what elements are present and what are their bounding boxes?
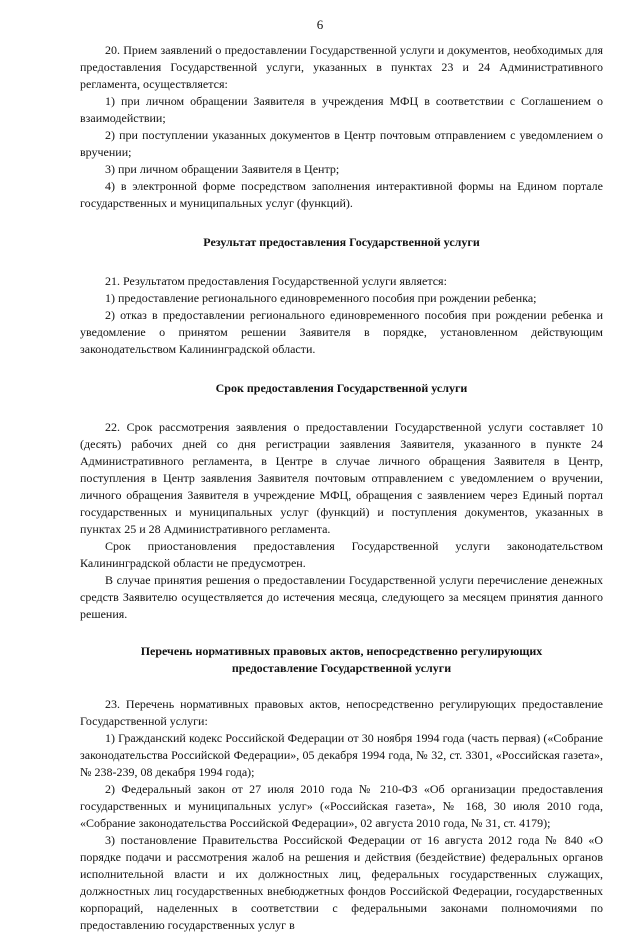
- paragraph-22-suspension: Срок приостановления предоставления Государственной услуги законодательством Калининградской области не предусмотрен.: [80, 539, 603, 570]
- paragraph-22-transfer: В случае принятия решения о предоставлении Государственной услуги перечисление денежных средств Заявителю осуществляется до истечения месяца, следующего за месяцем принятия данного решения.: [80, 573, 603, 621]
- paragraph-23-item-2: 2) Федеральный закон от 27 июля 2010 года № 210-ФЗ «Об организации предоставления государственных и муниципальных услуг» («Российская газета», № 168, 30 июля 2010 года, «Собрание законодательства Российской Федерации», 02 августа 2010 года, № 31, ст. 4179);: [80, 782, 603, 830]
- paragraph-21-item-1: 1) предоставление регионального единовременного пособия при рождении ребенка;: [105, 291, 537, 305]
- paragraph-20-item-2: 2) при поступлении указанных документов в Центр почтовым отправлением с уведомлением о вручении;: [80, 128, 603, 159]
- paragraph-23-item-3: 3) постановление Правительства Российской Федерации от 16 августа 2012 года № 840 «О порядке подачи и рассмотрения жалоб на решения и действия (бездействие) федеральных органов исполнительной власти и их должностных лиц, федеральных государственных служащих, должностных лиц государственных внебюджетных фондов Российской Федерации, государственных корпораций, наделенных в соответствии с федеральными законами полномочиями по предоставлению государственных услуг в: [80, 833, 603, 932]
- paragraph-20-item-3: 3) при личном обращении Заявителя в Центр;: [105, 162, 340, 176]
- document-body: [80, 42, 603, 934]
- heading-term: Срок предоставления Государственной услуги: [215, 381, 468, 395]
- paragraph-23-item-1: 1) Гражданский кодекс Российской Федерации от 30 ноября 1994 года (часть первая) («Собрание законодательства Российской Федерации», 05 декабря 1994 года, № 32, ст. 3301, «Российская газета», № 238-239, 08 декабря 1994 года);: [80, 731, 603, 779]
- heading-result: Результат предоставления Государственной услуги: [203, 235, 480, 249]
- heading-acts-line-2: предоставление Государственной услуги: [231, 661, 452, 675]
- paragraph-22-main: 22. Срок рассмотрения заявления о предоставлении Государственной услуги составляет 10 (десять) рабочих дней со дня регистрации заявления Заявителя, указанного в пункте 24 Административного регламента, в Центре в случае личного обращения Заявителя в Центр, поступления в Центр заявления Заявителя почтовым отправлением с уведомлением о вручении, личного обращения Заявителя в учреждение МФЦ, обращения с заявлением через Единый портал государственных и муниципальных услуг (функций) и поступления документов, указанных в пунктах 25 и 28 Административного регламента.: [80, 420, 603, 536]
- page-number: 6: [316, 17, 324, 32]
- paragraph-21-item-2: 2) отказ в предоставлении регионального единовременного пособия при рождении ребенка и уведомление о принятом решении Заявителя в порядке, установленном действующим законодательством Калининградской области.: [80, 308, 603, 356]
- heading-acts-line-1: Перечень нормативных правовых актов, непосредственно регулирующих: [140, 644, 543, 658]
- paragraph-21-intro: 21. Результатом предоставления Государственной услуги является:: [105, 274, 447, 288]
- paragraph-20-item-1: 1) при личном обращении Заявителя в учреждения МФЦ в соответствии с Соглашением о взаимодействии;: [80, 94, 603, 125]
- paragraph-23-intro: 23. Перечень нормативных правовых актов, непосредственно регулирующих предоставление Государственной услуги:: [80, 697, 603, 728]
- paragraph-20-item-4: 4) в электронной форме посредством заполнения интерактивной формы на Едином портале государственных и муниципальных услуг (функций).: [80, 179, 603, 210]
- paragraph-20-intro: 20. Прием заявлений о предоставлении Государственной услуги и документов, необходимых для предоставления Государственной услуги, указанных в пунктах 23 и 24 Административного регламента, осуществляется:: [80, 43, 603, 91]
